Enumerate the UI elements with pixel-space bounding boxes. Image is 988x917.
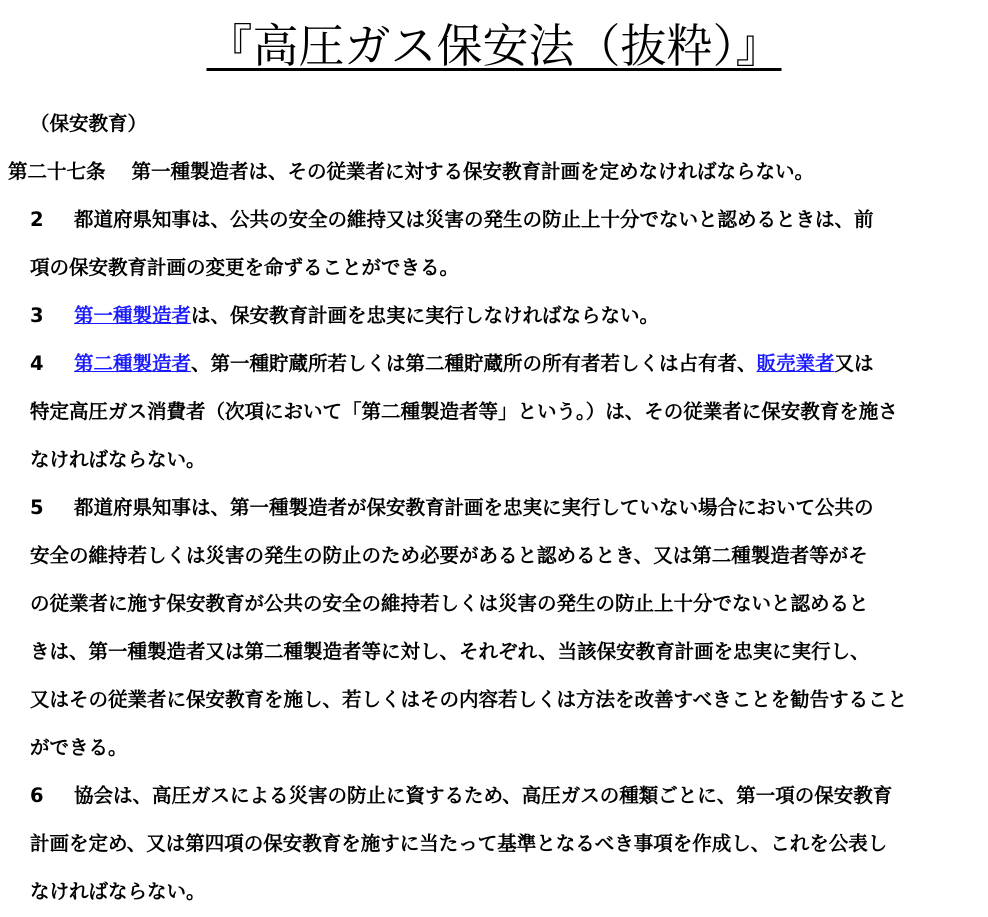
paragraph-4-line-1: [30, 350, 874, 378]
paragraph-text: は、保安教育計画を忠実に実行しなければならない。: [191, 304, 660, 327]
paragraph-5-line-2: 安全の維持若しくは災害の発生の防止のため必要があると認めるとき、又は第二種製造者等がそ: [30, 544, 868, 567]
link-second-class-manufacturer[interactable]: 第二種製造者: [74, 352, 192, 375]
paragraph-text: 、第一種貯蔵所若しくは第二種貯蔵所の所有者若しくは占有者、: [191, 352, 757, 375]
paragraph-number: 3: [30, 304, 44, 327]
paragraph-5-line-4: きは、第一種製造者又は第二種製造者等に対し、それぞれ、当該保安教育計画を忠実に実行し、: [30, 640, 870, 663]
title-text: 『高圧ガス保安法（抜粋）』: [206, 19, 782, 73]
paragraph-3: [30, 302, 659, 330]
paragraph-6-line-2: 計画を定め、又は第四項の保安教育を施すに当たって基準となるべき事項を作成し、これを公表し: [30, 832, 888, 855]
article-label: 第二十七条: [8, 160, 106, 183]
paragraph-4-line-2: 特定高圧ガス消費者（次項において「第二種製造者等」という。）は、その従業者に保安教育を施さ: [30, 400, 898, 423]
paragraph-5-line-6: ができる。: [30, 736, 128, 759]
paragraph-2-line-1: [30, 206, 874, 234]
paragraph-4-line-3: なければならない。: [30, 448, 206, 471]
paragraph-5-line-1: [30, 494, 874, 522]
article-line: [8, 158, 814, 186]
link-dealer[interactable]: 販売業者: [756, 352, 835, 375]
paragraph-6-line-1: [30, 782, 892, 810]
paragraph-number: 6: [30, 784, 44, 807]
section-heading: （保安教育）: [30, 112, 148, 135]
link-first-class-manufacturer[interactable]: 第一種製造者: [74, 304, 192, 327]
paragraph-text: 協会は、高圧ガスによる災害の防止に資するため、高圧ガスの種類ごとに、第一項の保安教育: [74, 784, 893, 807]
paragraph-number: 2: [30, 208, 44, 231]
article-text: 第一種製造者は、その従業者に対する保安教育計画を定めなければならない。: [131, 160, 815, 183]
paragraph-5-line-3: の従業者に施す保安教育が公共の安全の維持若しくは災害の発生の防止上十分でないと認めると: [30, 592, 869, 615]
paragraph-6-line-3: なければならない。: [30, 880, 206, 903]
paragraph-2-line-2: 項の保安教育計画の変更を命ずることができる。: [30, 256, 460, 279]
paragraph-text: 又は: [834, 352, 874, 375]
paragraph-text: 都道府県知事は、公共の安全の維持又は災害の発生の防止上十分でないと認めるときは、前: [74, 208, 874, 231]
paragraph-number: 5: [30, 496, 44, 519]
paragraph-text: 都道府県知事は、第一種製造者が保安教育計画を忠実に実行していない場合において公共の: [74, 496, 874, 519]
document-title: [0, 14, 988, 78]
paragraph-5-line-5: 又はその従業者に保安教育を施し、若しくはその内容若しくは方法を改善すべきことを勧告すること: [30, 688, 908, 711]
paragraph-number: 4: [30, 352, 44, 375]
